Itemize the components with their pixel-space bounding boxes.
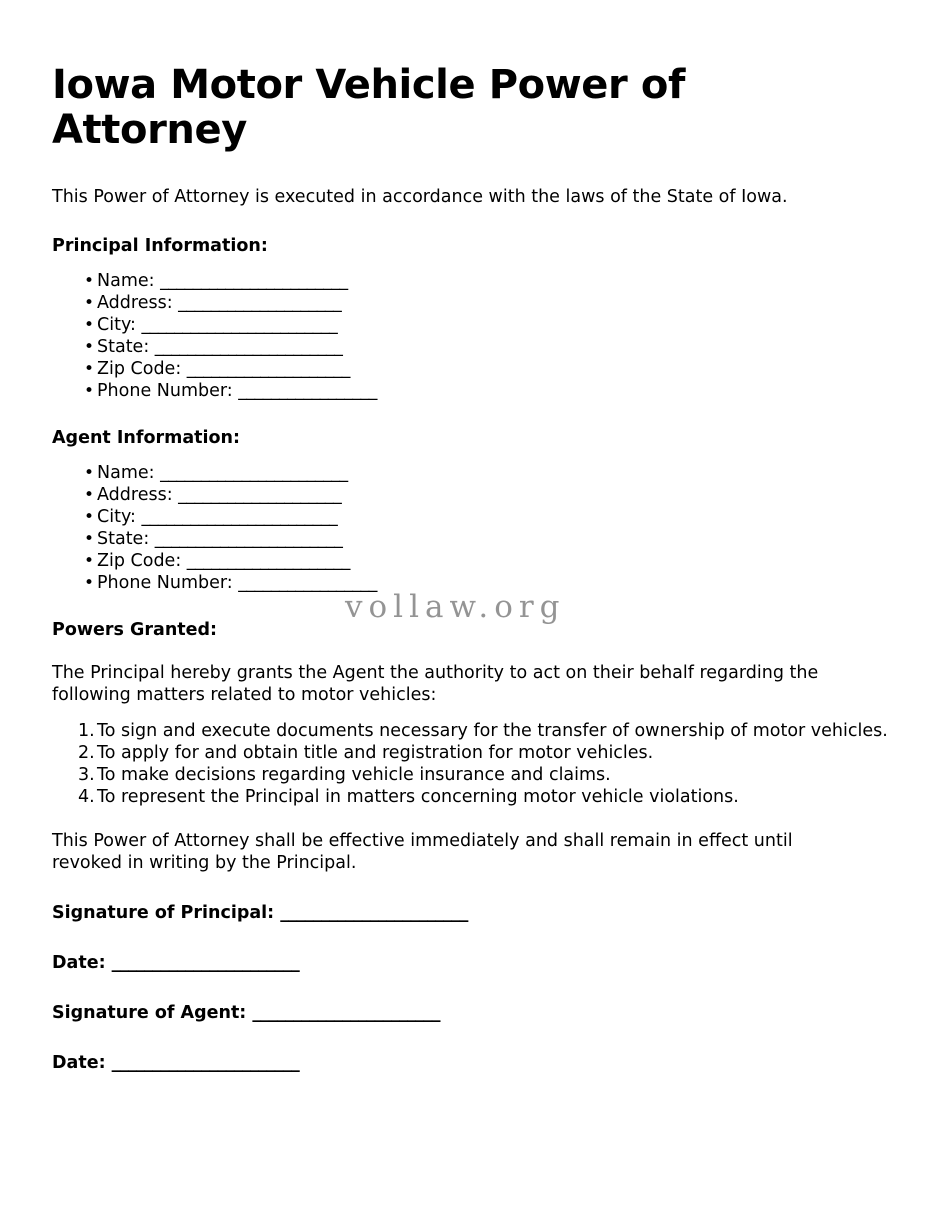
field-fill-line[interactable]: ____________________ <box>186 358 350 379</box>
list-item <box>52 380 891 402</box>
field-fill-line[interactable]: _______________________ <box>160 462 348 483</box>
field-label: City: <box>97 314 136 335</box>
field-fill-line[interactable]: ____________________ <box>178 292 342 313</box>
list-item <box>52 550 891 572</box>
field-label: Phone Number: <box>97 380 233 401</box>
agent-signature-row <box>52 1002 891 1024</box>
page-title: Iowa Motor Vehicle Power of Attorney <box>52 62 685 153</box>
field-label: Name: <box>97 270 155 291</box>
list-item: To apply for and obtain title and registration for motor vehicles. <box>97 742 654 763</box>
list-item <box>52 270 891 292</box>
watermark: vollaw.org <box>345 589 566 625</box>
field-label: Zip Code: <box>97 358 182 379</box>
field-label: City: <box>97 506 136 527</box>
powers-intro-paragraph: The Principal hereby grants the Agent the authority to act on their behalf regarding the following matters related to motor vehicles: <box>52 662 819 705</box>
principal-signature-fill-line[interactable]: _______________________ <box>280 902 468 923</box>
field-label: Address: <box>97 484 173 505</box>
agent-date-row <box>52 1052 891 1074</box>
list-item <box>52 572 891 594</box>
agent-date-label: Date: <box>52 1052 106 1073</box>
principal-information-heading: Principal Information: <box>52 235 268 256</box>
field-fill-line[interactable]: ________________________ <box>141 314 338 335</box>
field-fill-line[interactable]: _________________ <box>238 572 377 593</box>
agent-date-fill-line[interactable]: _______________________ <box>111 1052 300 1073</box>
field-label: Name: <box>97 462 155 483</box>
list-item: To make decisions regarding vehicle insurance and claims. <box>97 764 611 785</box>
field-fill-line[interactable]: _________________ <box>238 380 377 401</box>
principal-date-label: Date: <box>52 952 106 973</box>
principal-signature-row <box>52 902 891 924</box>
agent-field-list <box>52 462 891 594</box>
field-label: State: <box>97 528 150 549</box>
field-fill-line[interactable]: _______________________ <box>154 336 343 357</box>
field-label: Phone Number: <box>97 572 233 593</box>
list-item <box>52 528 891 550</box>
agent-signature-label: Signature of Agent: <box>52 1002 247 1023</box>
field-fill-line[interactable]: _______________________ <box>160 270 348 291</box>
list-item <box>52 484 891 506</box>
field-label: Zip Code: <box>97 550 182 571</box>
agent-information-heading: Agent Information: <box>52 427 240 448</box>
field-fill-line[interactable]: ________________________ <box>141 506 338 527</box>
field-fill-line[interactable]: ____________________ <box>186 550 350 571</box>
field-fill-line[interactable]: ____________________ <box>178 484 342 505</box>
field-label: State: <box>97 336 150 357</box>
principal-field-list <box>52 270 891 402</box>
list-item <box>52 462 891 484</box>
list-item <box>52 506 891 528</box>
powers-granted-list <box>52 720 891 808</box>
effectiveness-paragraph: This Power of Attorney shall be effective immediately and shall remain in effect until revoked in writing by the Principal. <box>52 830 793 873</box>
field-fill-line[interactable]: _______________________ <box>154 528 343 549</box>
principal-signature-label: Signature of Principal: <box>52 902 275 923</box>
intro-paragraph: This Power of Attorney is executed in accordance with the laws of the State of Iowa. <box>52 186 788 207</box>
agent-signature-fill-line[interactable]: _______________________ <box>252 1002 440 1023</box>
field-label: Address: <box>97 292 173 313</box>
list-item <box>52 314 891 336</box>
list-item <box>52 358 891 380</box>
list-item: To represent the Principal in matters concerning motor vehicle violations. <box>97 786 739 807</box>
list-item <box>52 336 891 358</box>
powers-granted-heading: Powers Granted: <box>52 619 218 640</box>
principal-date-fill-line[interactable]: _______________________ <box>111 952 300 973</box>
list-item: To sign and execute documents necessary for the transfer of ownership of motor vehicles. <box>97 720 888 741</box>
list-item <box>52 292 891 314</box>
principal-date-row <box>52 952 891 974</box>
